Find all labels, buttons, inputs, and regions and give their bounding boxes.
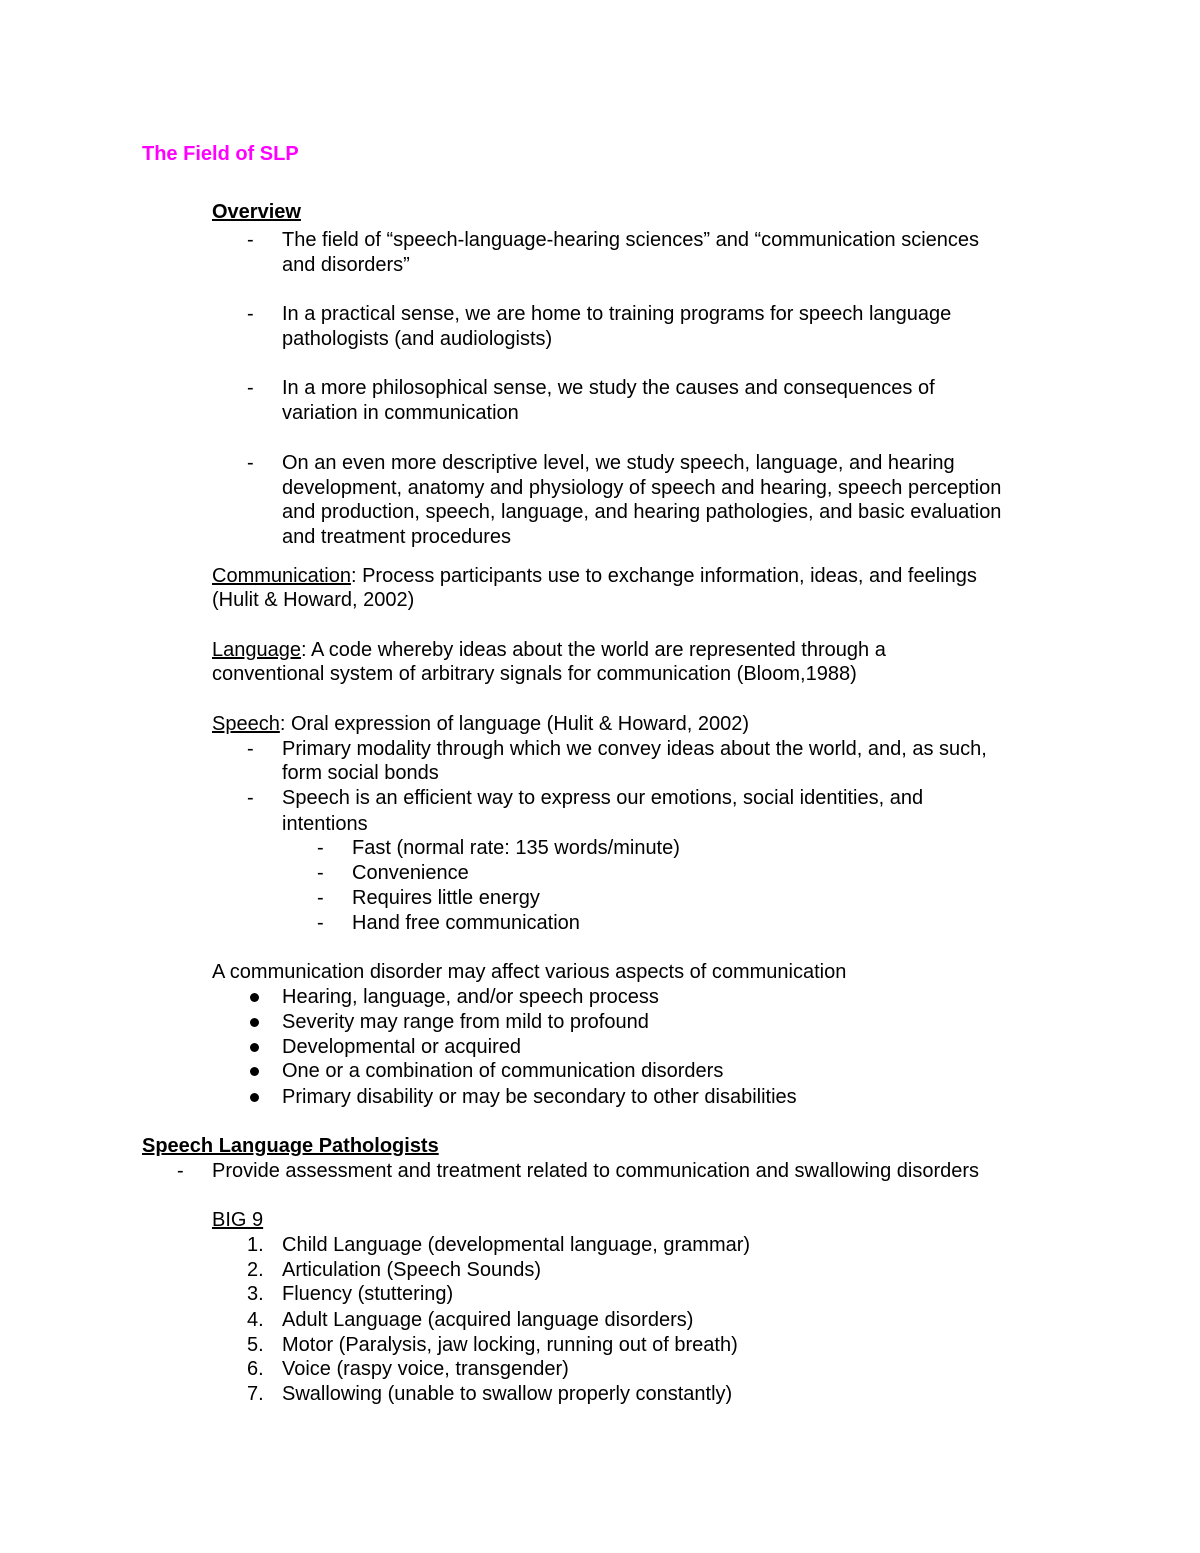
big9-item: Child Language (developmental language, grammar) bbox=[282, 1234, 751, 1256]
speech-subitem: Hand free communication bbox=[352, 912, 580, 934]
speech-item-2-line-2: intentions bbox=[282, 813, 368, 835]
language-term: Language bbox=[212, 639, 301, 661]
big9-heading: BIG 9 bbox=[212, 1209, 264, 1231]
communication-term: Communication bbox=[212, 565, 351, 587]
dash-marker: - bbox=[247, 738, 254, 760]
big9-item: Motor (Paralysis, jaw locking, running out of breath) bbox=[282, 1334, 738, 1356]
language-definition bbox=[212, 638, 886, 662]
overview-item-2-line-2: pathologists (and audiologists) bbox=[282, 328, 553, 350]
overview-item-4-line-3: and production, speech, language, and hearing pathologies, and basic evaluation bbox=[282, 501, 1002, 523]
disorder-bullet: One or a combination of communication disorders bbox=[282, 1060, 724, 1082]
communication-def-line-1: : Process participants use to exchange information, ideas, and feelings bbox=[350, 565, 977, 587]
big9-number: 4. bbox=[247, 1309, 264, 1331]
communication-definition bbox=[212, 564, 977, 588]
speech-definition bbox=[212, 712, 749, 736]
speech-item-1-line-2: form social bonds bbox=[282, 762, 439, 784]
bullet-dot-icon bbox=[250, 1043, 259, 1052]
overview-item-1-line-2: and disorders” bbox=[282, 254, 410, 276]
disorder-intro: A communication disorder may affect various aspects of communication bbox=[212, 961, 847, 983]
disorder-bullet: Developmental or acquired bbox=[282, 1036, 522, 1058]
communication-def-line-2: (Hulit & Howard, 2002) bbox=[212, 589, 415, 611]
big9-item: Articulation (Speech Sounds) bbox=[282, 1259, 542, 1281]
bullet-dot-icon bbox=[250, 1067, 259, 1076]
language-def-line-1: : A code whereby ideas about the world are represented through a bbox=[300, 639, 886, 661]
speech-def-line-1: : Oral expression of language (Hulit & Howard, 2002) bbox=[279, 713, 749, 735]
dash-marker: - bbox=[247, 229, 254, 251]
bullet-dot-icon bbox=[250, 993, 259, 1002]
speech-item-2-line-1: Speech is an efficient way to express our emotions, social identities, and bbox=[282, 787, 924, 809]
bullet-dot-icon bbox=[250, 1018, 259, 1027]
dash-marker: - bbox=[247, 452, 254, 474]
disorder-bullet: Severity may range from mild to profound bbox=[282, 1011, 649, 1033]
dash-marker: - bbox=[317, 887, 324, 909]
language-def-line-2: conventional system of arbitrary signals for communication (Bloom,1988) bbox=[212, 663, 857, 685]
big9-item: Swallowing (unable to swallow properly constantly) bbox=[282, 1383, 733, 1405]
speech-item-1-line-1: Primary modality through which we convey ideas about the world, and, as such, bbox=[282, 738, 987, 760]
overview-item-4-line-1: On an even more descriptive level, we study speech, language, and hearing bbox=[282, 452, 955, 474]
big9-item: Voice (raspy voice, transgender) bbox=[282, 1358, 569, 1380]
bullet-dot-icon bbox=[250, 1093, 259, 1102]
speech-subitem: Fast (normal rate: 135 words/minute) bbox=[352, 837, 680, 859]
speech-subitem: Convenience bbox=[352, 862, 469, 884]
dash-marker: - bbox=[247, 303, 254, 325]
page-title: The Field of SLP bbox=[142, 143, 299, 165]
dash-marker: - bbox=[317, 912, 324, 934]
dash-marker: - bbox=[317, 862, 324, 884]
big9-item: Adult Language (acquired language disorders) bbox=[282, 1309, 694, 1331]
overview-item-4-line-4: and treatment procedures bbox=[282, 526, 512, 548]
big9-number: 7. bbox=[247, 1383, 264, 1405]
disorder-bullet: Primary disability or may be secondary to other disabilities bbox=[282, 1086, 797, 1108]
big9-number: 1. bbox=[247, 1234, 264, 1256]
slp-heading: Speech Language Pathologists bbox=[142, 1135, 439, 1157]
dash-marker: - bbox=[247, 377, 254, 399]
dash-marker: - bbox=[247, 787, 254, 809]
overview-item-4-line-2: development, anatomy and physiology of speech and hearing, speech perception bbox=[282, 477, 1002, 499]
speech-term: Speech bbox=[212, 713, 280, 735]
overview-item-2-line-1: In a practical sense, we are home to training programs for speech language bbox=[282, 303, 952, 325]
overview-item-1-line-1: The field of “speech-language-hearing sciences” and “communication sciences bbox=[282, 229, 980, 251]
big9-number: 2. bbox=[247, 1259, 264, 1281]
speech-subitem: Requires little energy bbox=[352, 887, 540, 909]
overview-heading: Overview bbox=[212, 201, 301, 223]
overview-item-3-line-1: In a more philosophical sense, we study the causes and consequences of bbox=[282, 377, 935, 399]
big9-number: 5. bbox=[247, 1334, 264, 1356]
overview-item-3-line-2: variation in communication bbox=[282, 402, 519, 424]
slp-item: Provide assessment and treatment related to communication and swallowing disorders bbox=[212, 1160, 980, 1182]
dash-marker: - bbox=[177, 1160, 184, 1182]
big9-number: 3. bbox=[247, 1283, 264, 1305]
dash-marker: - bbox=[317, 837, 324, 859]
big9-number: 6. bbox=[247, 1358, 264, 1380]
disorder-bullet: Hearing, language, and/or speech process bbox=[282, 986, 659, 1008]
big9-item: Fluency (stuttering) bbox=[282, 1283, 454, 1305]
